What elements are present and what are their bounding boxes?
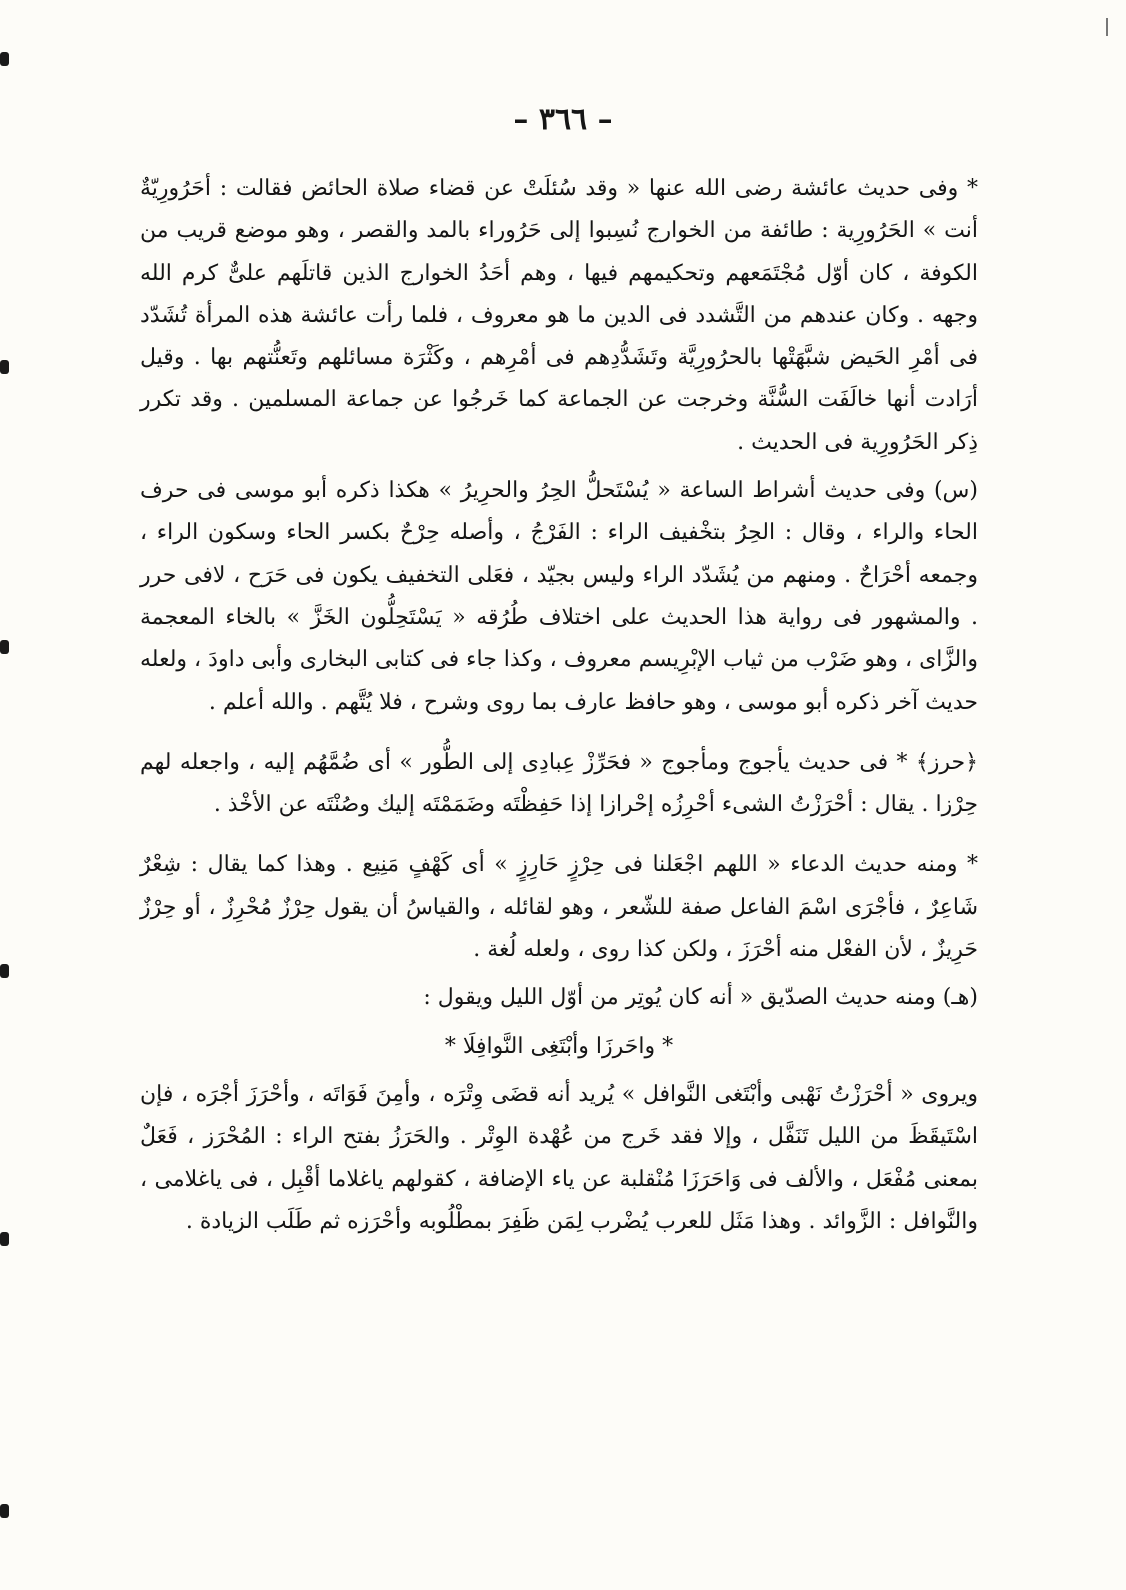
paragraph-dua-hadith: * ومنه حديث الدعاء « اللهم اجْعَلنا فى حِرْزٍ حَارِزٍ » أى كَهْفٍ مَنِيع . وهذا كما يقال : شِعْرٌ شَاعِرٌ ، فأجْرَى اسْمَ الفاعل صفة للشّعر ، وهو لقائله ، والقياسُ أن يقول حِرْزٌ مُحْرِزٌ ، أو حِرْزٌ حَرِيزٌ ، لأن الفعْل منه أحْرَزَ ، ولكن كذا روى ، ولعله لُغة . xyxy=(140,852,978,963)
scan-margin-mark xyxy=(0,964,9,978)
paragraph-haruriyya: * وفى حديث عائشة رضى الله عنها « وقد سُئلَتْ عن قضاء صلاة الحائض فقالت : أحَرُورِيّةٌ أنت » الحَرُورِية : طائفة من الخوارج نُسِبوا إلى حَرُوراء بالمد والقصر ، وهو موضع قريب من الكوفة ، كان أوّل مُجْتَمَعهم وتحكيمهم فيها ، وهم أحَدُ الخوارج الذين قاتلَهم علىٌّ كرم الله وجهه . وكان عندهم من التَّشدد فى الدين ما هو معروف ، فلما رأت عائشة هذه المرأة تُشَدّد فى أمْرِ الحَيض شبَّهَتْها بالحرُورِيَّة وتَشَدُّدِهم فى أمْرِهم ، وكَثْرَة مسائلهم وتَعنُّتهم بها . وقيل أرَادت أنها خالَفَت السُّنَّة وخرجت عن الجماعة كما خَرجُوا عن جماعة المسلمين . وقد تكرر ذِكر الحَرُورِية فى الحديث . xyxy=(140,176,978,455)
paragraph-nawafil-explanation: ويروى « أحْرَزْتُ نَهْبى وأبْتَغى النَّوافل » يُريد أنه قضَى وِتْرَه ، وأمِنَ فَوَاتَه ، وأحْرَزَ أجْرَه ، فإن اسْتَيقَظَ من الليل تَنَفَّل ، وإلا فقد خَرج من عُهْدة الوِتْر . والحَرَزُ بفتح الراء : المُحْرَز ، فَعَلٌ بمعنى مُفْعَل ، والألف فى وَاحَرَزَا مُنْقلبة عن ياء الإضافة ، كقولهم ياغلاما أقْبِل ، فى ياغلامى ، والنَّوافل : الزَّوائد . وهذا مَثَل للعرب يُضْرب لِمَن ظَفِرَ بمطْلُوبه وأحْرَزه ثم طَلَب الزيادة . xyxy=(140,1081,979,1234)
paragraph-siddiq-hadith: (هـ) ومنه حديث الصدّيق « أنه كان يُوتِر من أوّل الليل ويقول : xyxy=(423,985,978,1011)
entry-hirz: ﴿حرز﴾ * فى حديث يأجوج ومأجوج « فحَرِّزْ عِبادِى إلى الطُّور » أى ضُمَّهُم إليه ، واجعله لهم حِرْزا . يقال : أحْرَزْتُ الشىء أحْرِزُه إحْرازا إذا حَفِظْتَه وضَمَمْتَه إليك وصُنْتَه عن الأخْذ . xyxy=(140,749,978,818)
scan-margin-mark xyxy=(0,52,9,66)
scan-margin-mark xyxy=(0,1504,9,1518)
scan-margin-mark xyxy=(0,1232,9,1246)
scan-corner-mark xyxy=(1106,18,1108,36)
scan-margin-mark xyxy=(0,360,9,374)
main-text xyxy=(140,168,978,1243)
page-number: – ٣٦٦ – xyxy=(513,102,613,137)
poetry-line: * واحَرزَا وأبْتَغِى النَّوافِلَا * xyxy=(444,1033,674,1059)
paragraph-hir-hadith: (س) وفى حديث أشراط الساعة « يُسْتَحلُّ الحِرُ والحرِيرُ » هكذا ذكره أبو موسى فى حرف الحاء والراء ، وقال : الحِرُ بتخْفيف الراء : الفَرْجُ ، وأصله حِرْحٌ بكسر الحاء وسكون الراء ، وجمعه أحْرَاحٌ . ومنهم من يُشَدّد الراء وليس بجيّد ، فعَلى التخفيف يكون فى حَرَح ، لافى حرر . والمشهور فى رواية هذا الحديث على اختلاف طُرُقه « يَسْتَحِلُّون الخَزَّ » بالخاء المعجمة والزَّاى ، وهو ضَرْب من ثياب الإبْرِيسم معروف ، وكذا جاء فى كتابى البخارى وأبى داودَ ، ولعله حديث آخر ذكره أبو موسى ، وهو حافظ عارف بما روى وشرح ، فلا يُتَّهم . والله أعلم . xyxy=(140,478,978,715)
scan-margin-mark xyxy=(0,640,9,654)
